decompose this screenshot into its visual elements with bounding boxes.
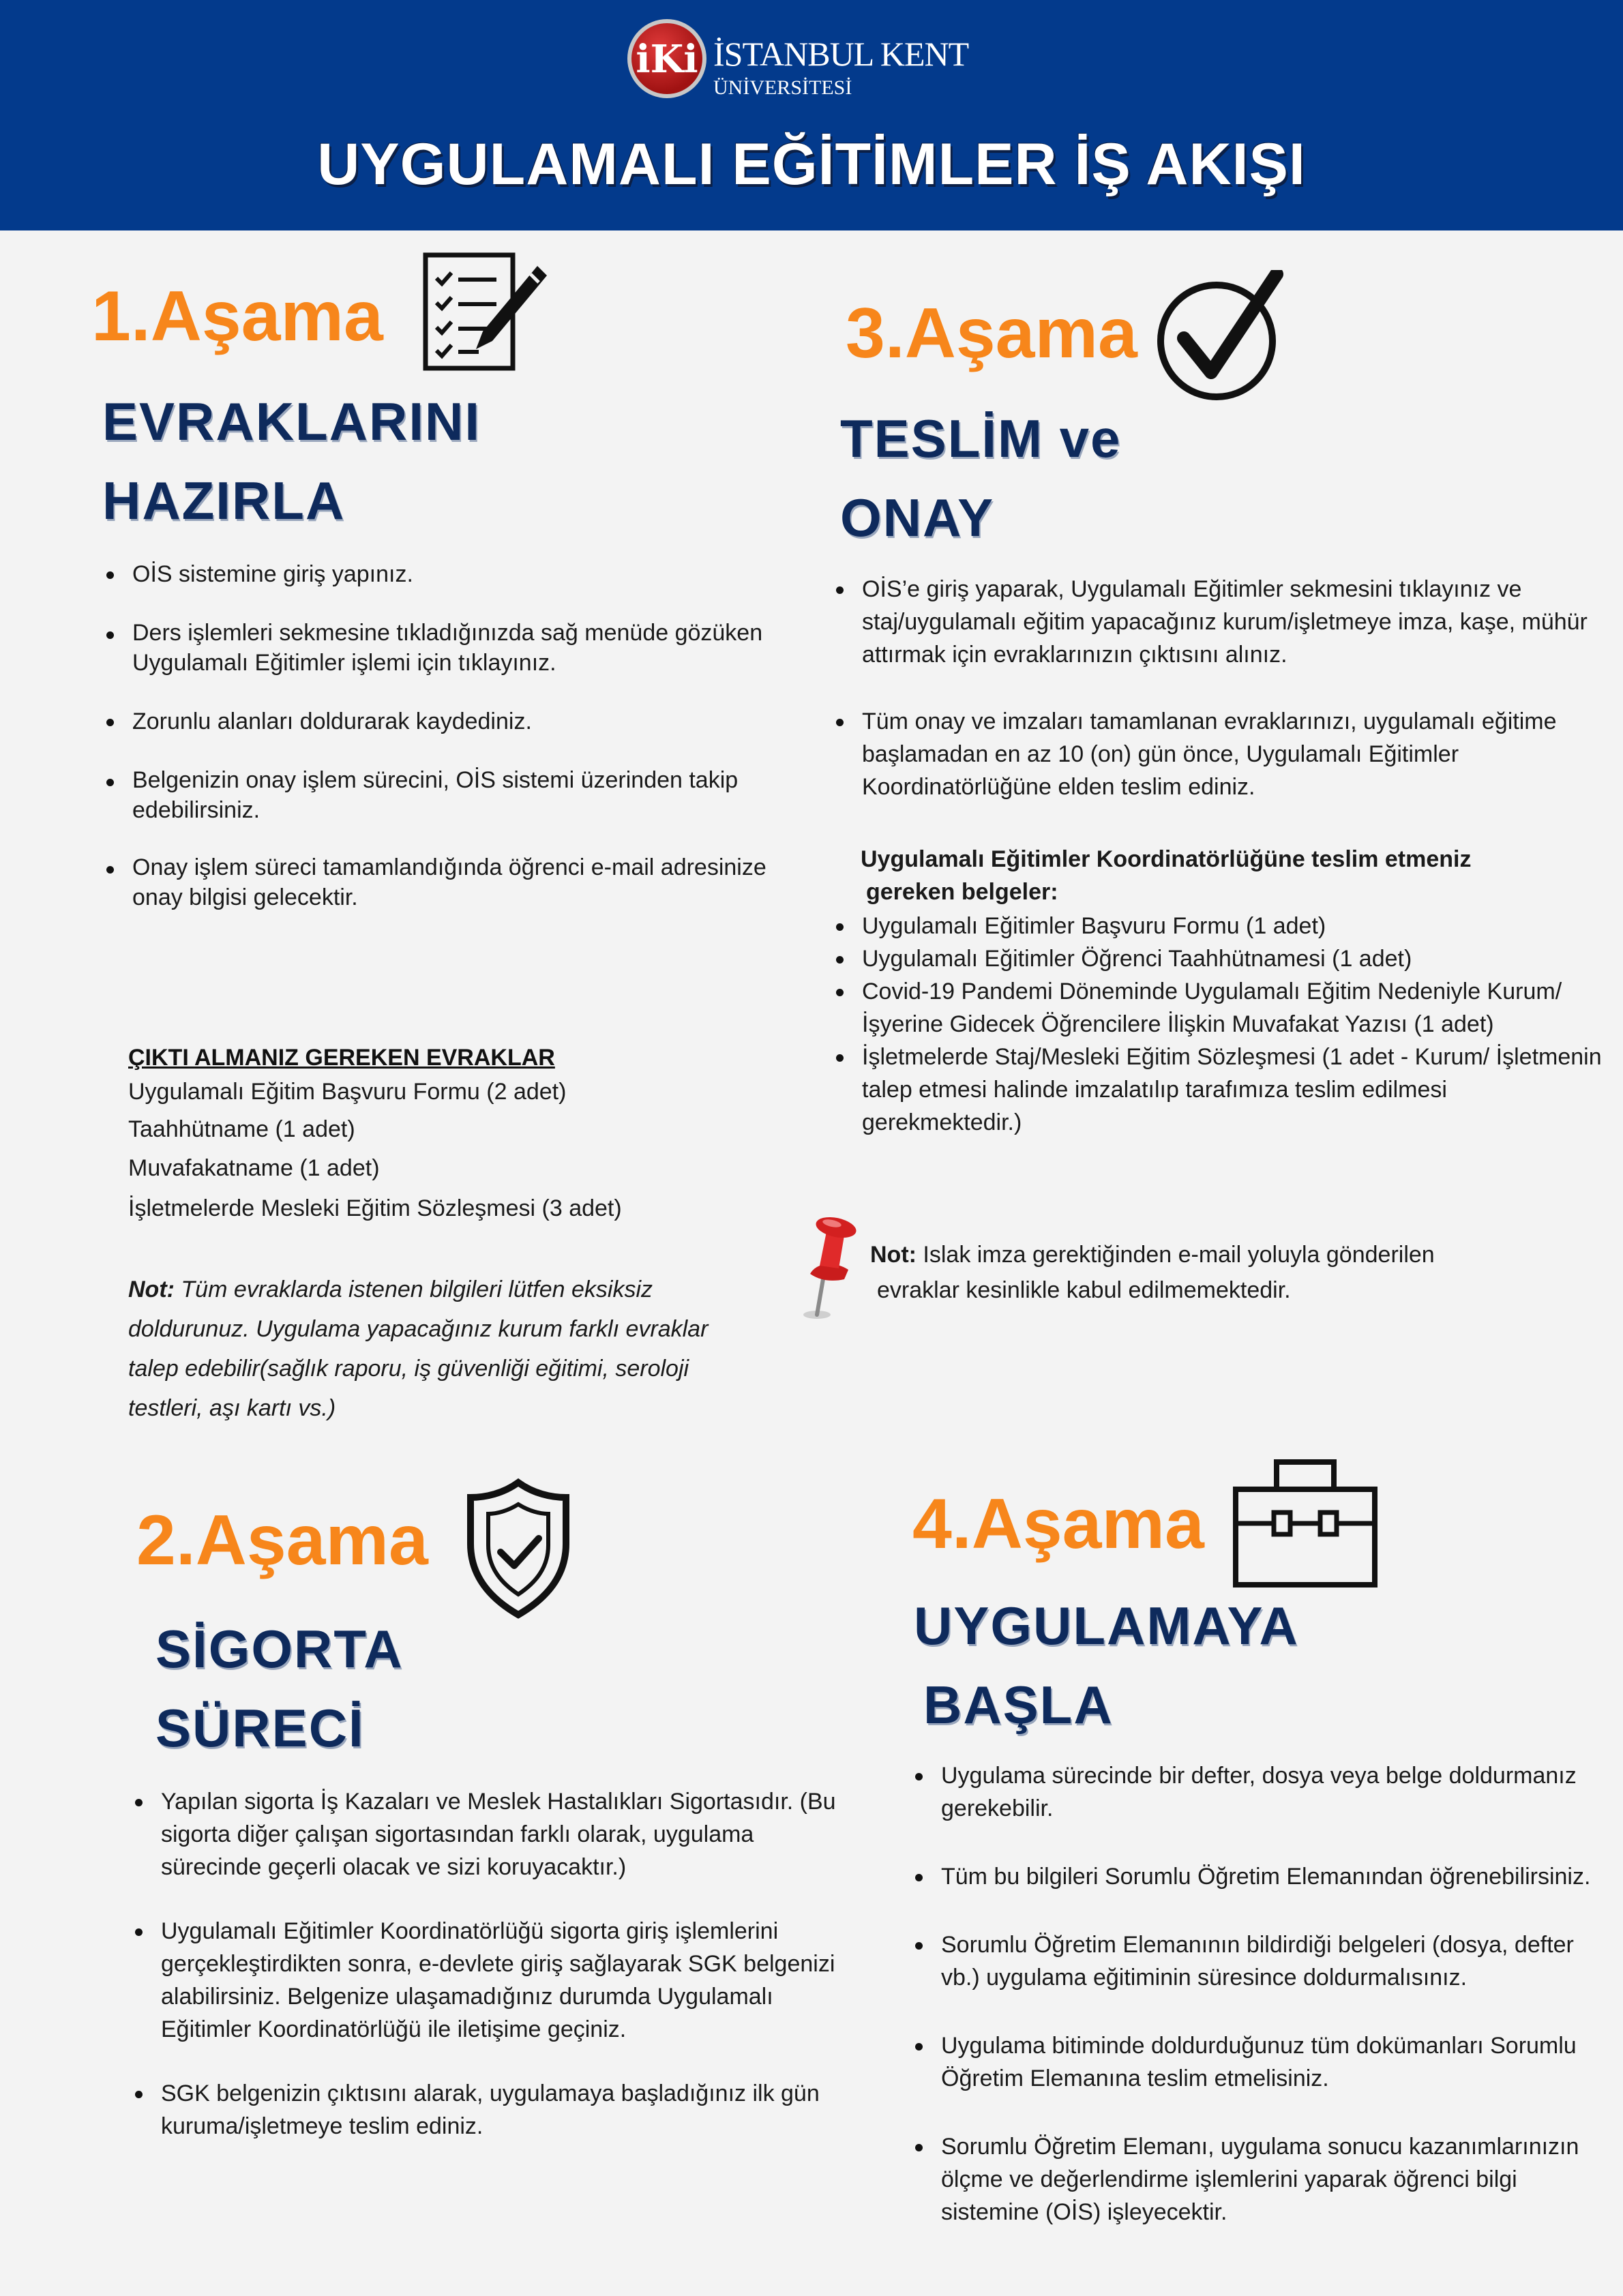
stage3-note-text-line1: Islak imza gerektiğinden e-mail yoluyla gönderilen [916, 1242, 1435, 1268]
list-item: Zorunlu alanları doldurarak kaydediniz. [132, 705, 814, 738]
pushpin-icon [796, 1211, 862, 1323]
list-item: Tüm bu bilgileri Sorumlu Öğretim Elemanından öğrenebilirsiniz. [941, 1860, 1609, 1893]
stage3-docs [829, 910, 1605, 1139]
logo-mark: iKi [636, 37, 698, 82]
stage1-label: 1.Aşama [91, 277, 383, 356]
briefcase-icon [1232, 1458, 1379, 1589]
shield-check-icon [465, 1477, 571, 1620]
list-item: Tüm onay ve imzaları tamamlanan evraklarınızı, uygulamalı eğitime başlamadan en az 10 (on) gün önce, Uygulamalı Eğitimler Koordinatörlüğüne elden teslim ediniz. [862, 705, 1605, 803]
list-item: Uygulamalı Eğitimler Başvuru Formu (1 adet) [862, 910, 1605, 942]
stage3-bullets [829, 573, 1605, 803]
list-item: Uygulamalı Eğitimler Öğrenci Taahhütnamesi (1 adet) [862, 942, 1605, 975]
list-item: Ders işlemleri sekmesine tıkladığınızda sağ menüde gözüken Uygulamalı Eğitimler işlemi için tıklayınız. [132, 618, 814, 678]
list-item: Uygulamalı Eğitimler Koordinatörlüğü sigorta giriş işlemlerini gerçekleştirdikten sonra, e-devlete giriş sağlayarak SGK belgenizi alabilirsiniz. Belgenize ulaşamadığınız durumda Uygulamalı Eğitimler Koordinatörlüğü ile iletişime geçiniz. [161, 1915, 843, 2046]
stage3-title-line1: TESLİM ve [840, 408, 1122, 468]
stage1-doc-item: İşletmelerde Mesleki Eğitim Sözleşmesi (3 adet) [128, 1195, 622, 1221]
stage1-title-line1: EVRAKLARINI [102, 391, 481, 451]
list-item: Uygulama sürecinde bir defter, dosya veya belge doldurmanız gerekebilir. [941, 1759, 1609, 1825]
stage2-title-line2: SÜRECİ [155, 1698, 365, 1758]
list-item: Onay işlem süreci tamamlandığında öğrenci e-mail adresinize onay bilgisi gelecektir. [132, 852, 814, 912]
stage2-bullets [128, 1785, 843, 2143]
stage4-title-line2: BAŞLA [923, 1675, 1114, 1735]
stage4-title-line1: UYGULAMAYA [914, 1596, 1299, 1656]
stage1-title [102, 382, 481, 540]
list-item: Sorumlu Öğretim Elemanı, uygulama sonucu kazanımlarınızın ölçme ve değerlendirme işlemlerini yaparak öğrenci bilgi sistemine (OİS) işleyecektir. [941, 2130, 1609, 2228]
list-item: Uygulama bitiminde doldurduğunuz tüm dokümanları Sorumlu Öğretim Elemanına teslim etmelisiniz. [941, 2029, 1609, 2095]
page-title: UYGULAMALI EĞİTİMLER İŞ AKIŞI [317, 132, 1306, 197]
university-subtitle: ÜNİVERSİTESİ [713, 76, 852, 99]
stage1-bullets [100, 558, 814, 912]
list-item: OİS’e giriş yaparak, Uygulamalı Eğitimler sekmesini tıklayınız ve staj/uygulamalı eğitim yapacağınız kurum/işletmeye imza, kaşe, mühür attırmak için evraklarınızın çıktısını alınız. [862, 573, 1605, 671]
list-item: OİS sistemine giriş yapınız. [132, 558, 814, 591]
stage3-label: 3.Aşama [846, 294, 1137, 373]
stage4-title [914, 1586, 1299, 1744]
stage3-note-text-line2: evraklar kesinlikle kabul edilmemektedir. [877, 1277, 1291, 1303]
stage2-title-line1: SİGORTA [155, 1619, 404, 1679]
list-item: İşletmelerde Staj/Mesleki Eğitim Sözleşmesi (1 adet - Kurum/ İşletmenin talep etmesi halinde imzalatılıp tarafımıza teslim edilmesi gerekmektedir.) [862, 1041, 1605, 1139]
stage1-doc-item: Taahhütname (1 adet) [128, 1116, 355, 1142]
stage3-title [840, 399, 1121, 557]
stage1-note-text: Tüm evraklarda istenen bilgileri lütfen eksiksiz doldurunuz. Uygulama yapacağınız kurum farklı evraklar talep edebilir(sağlık raporu, iş güvenliği eğitimi, seroloji testleri, aşı kartı vs.) [128, 1277, 709, 1421]
stage2-title [155, 1609, 404, 1768]
list-item: Covid-19 Pandemi Döneminde Uygulamalı Eğitim Nedeniyle Kurum/İşyerine Gidecek Öğrencilere İlişkin Muvafakat Yazısı (1 adet) [862, 975, 1605, 1041]
stage3-note [870, 1237, 1435, 1308]
checklist-pencil-icon [421, 251, 550, 375]
stage1-docs-heading: ÇIKTI ALMANIZ GEREKEN EVRAKLAR [128, 1045, 555, 1071]
header-banner [0, 0, 1623, 230]
stage1-title-line2: HAZIRLA [102, 471, 346, 531]
stage3-docs-heading [861, 843, 1471, 908]
stage3-note-label: Not: [870, 1242, 917, 1268]
university-logo [627, 19, 969, 121]
university-name: İSTANBUL KENT [713, 35, 969, 73]
stage1-doc-item: Muvafakatname (1 adet) [128, 1155, 380, 1181]
stage3-docs-heading-line1: Uygulamalı Eğitimler Koordinatörlüğüne teslim etmeniz [861, 846, 1472, 872]
stage4-label: 4.Aşama [912, 1485, 1204, 1564]
stage2-label: 2.Aşama [136, 1501, 428, 1580]
list-item: Sorumlu Öğretim Elemanının bildirdiği belgeleri (dosya, defter vb.) uygulama eğitiminin süresince doldurmalısınız. [941, 1928, 1609, 1994]
stage3-docs-heading-line2: gereken belgeler: [866, 879, 1058, 905]
stage4-bullets [908, 1759, 1609, 2228]
list-item: Belgenizin onay işlem sürecini, OİS sistemi üzerinden takip edebilirsiniz. [132, 765, 814, 825]
stage1-note-label: Not: [128, 1277, 175, 1302]
stage1-note [128, 1270, 742, 1428]
stage3-title-line2: ONAY [840, 488, 995, 548]
list-item: Yapılan sigorta İş Kazaları ve Meslek Hastalıkları Sigortasıdır. (Bu sigorta diğer çalışan sigortasından farklı olarak, uygulama sürecinde geçerli olacak ve sizi koruyacaktır.) [161, 1785, 843, 1883]
check-circle-icon [1155, 270, 1283, 404]
list-item: SGK belgenizin çıktısını alarak, uygulamaya başladığınız ilk gün kuruma/işletmeye teslim ediniz. [161, 2077, 843, 2143]
logo-emblem [627, 19, 706, 98]
stage1-doc-item: Uygulamalı Eğitim Başvuru Formu (2 adet) [128, 1079, 567, 1105]
